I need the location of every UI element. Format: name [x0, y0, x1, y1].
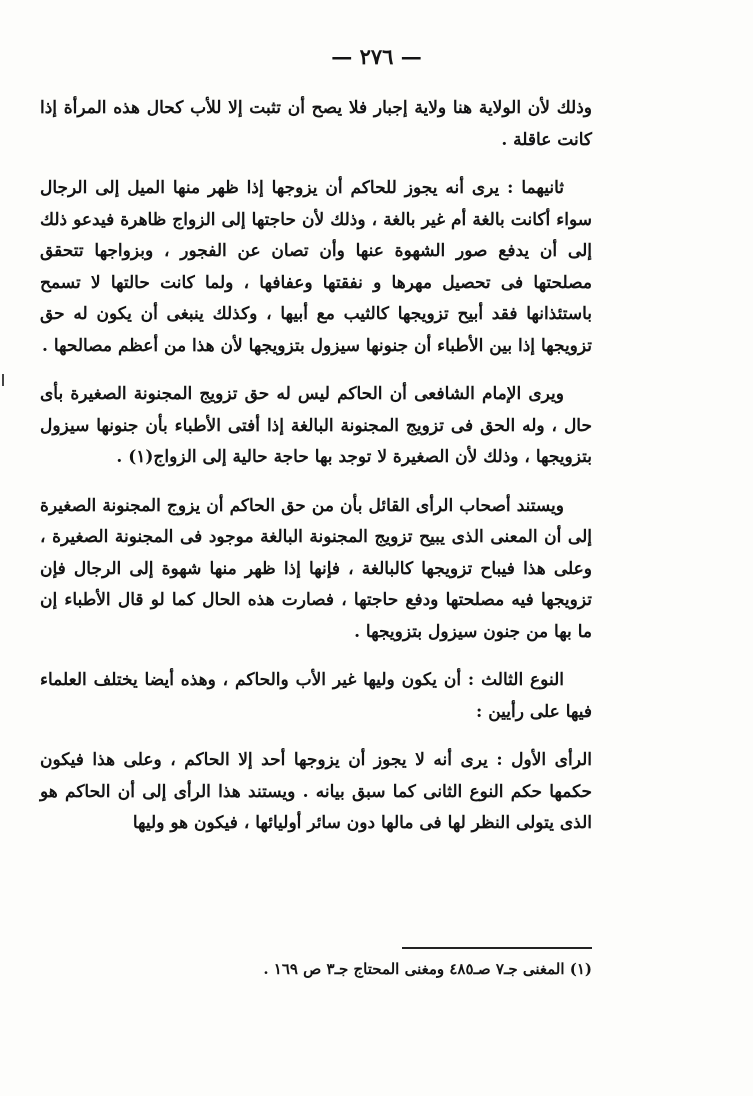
body-text — [40, 93, 592, 857]
paragraph-2: ثانيهما : يرى أنه يجوز للحاكم أن يزوجها إذا ظهر منها الميل إلى الرجال سواء أكانت بالغة أم غير بالغة ، وذلك لأن حاجتها إلى الزواج ظاهرة فيدعو ذلك إلى أن يدفع صور الشهوة عنها وأن تصان عن الفجور ، وبزواجها تتحقق مصلحتها فى تحصيل مهرها و نفقتها وعفافها ، ولما كانت حالتها لا تسمح باستئذانها فقد أبيح تزويجها كالثيب مع أبيها ، وكذلك ينبغى أن يكون له حق تزويجها إذا بين الأطباء أن جنونها سيزول بتزويجها لأن هذا من أعظم مصالحها . — [40, 178, 592, 356]
footnote: (١) المغنى جـ٧ صـ٤٨٥ ومغنى المحتاج جـ٣ ص ١٦٩ . — [263, 960, 592, 978]
paragraph-5: النوع الثالث : أن يكون وليها غير الأب والحاكم ، وهذه أيضا يختلف العلماء فيها على رأيين : — [40, 670, 592, 722]
margin-mark — [2, 374, 4, 386]
paragraph-6: الرأى الأول : يرى أنه لا يجوز أن يزوجها أحد إلا الحاكم ، وعلى هذا فيكون حكمها حكم النوع الثانى كما سبق بيانه . ويستند هذا الرأى إلى أن الحاكم هو الذى يتولى النظر لها فى مالها دون سائر أوليائها ، فيكون هو وليها — [40, 750, 592, 833]
footnote-divider — [402, 947, 592, 949]
paragraph-3: ويرى الإمام الشافعى أن الحاكم ليس له حق تزويج المجنونة الصغيرة بأى حال ، وله الحق فى تزويج المجنونة البالغة إذا أفتى الأطباء بأن جنونها سيزول بتزويجها ، وذلك لأن الصغيرة لا توجد بها حاجة حالية إلى الزواج(١) . — [40, 384, 592, 467]
paragraph-1: وذلك لأن الولاية هنا ولاية إجبار فلا يصح أن تثبت إلا للأب كحال هذه المرأة إذا كانت عاقلة . — [40, 98, 592, 150]
paragraph-4: ويستند أصحاب الرأى القائل بأن من حق الحاكم أن يزوج المجنونة الصغيرة إلى أن المعنى الذى يبيح تزويج المجنونة البالغة موجود فى المجنونة الصغيرة ، وعلى هذا فيباح تزويجها كالبالغة ، فإنها إذا ظهر منها شهوة إلى الرجال فإن تزويجها فيه مصلحتها ودفع حاجتها ، فصارت هذه الحال كما لو قال الأطباء إن ما بها من جنون سيزول بتزويجها . — [40, 495, 592, 642]
page-number: — ٢٧٦ — — [331, 44, 422, 69]
